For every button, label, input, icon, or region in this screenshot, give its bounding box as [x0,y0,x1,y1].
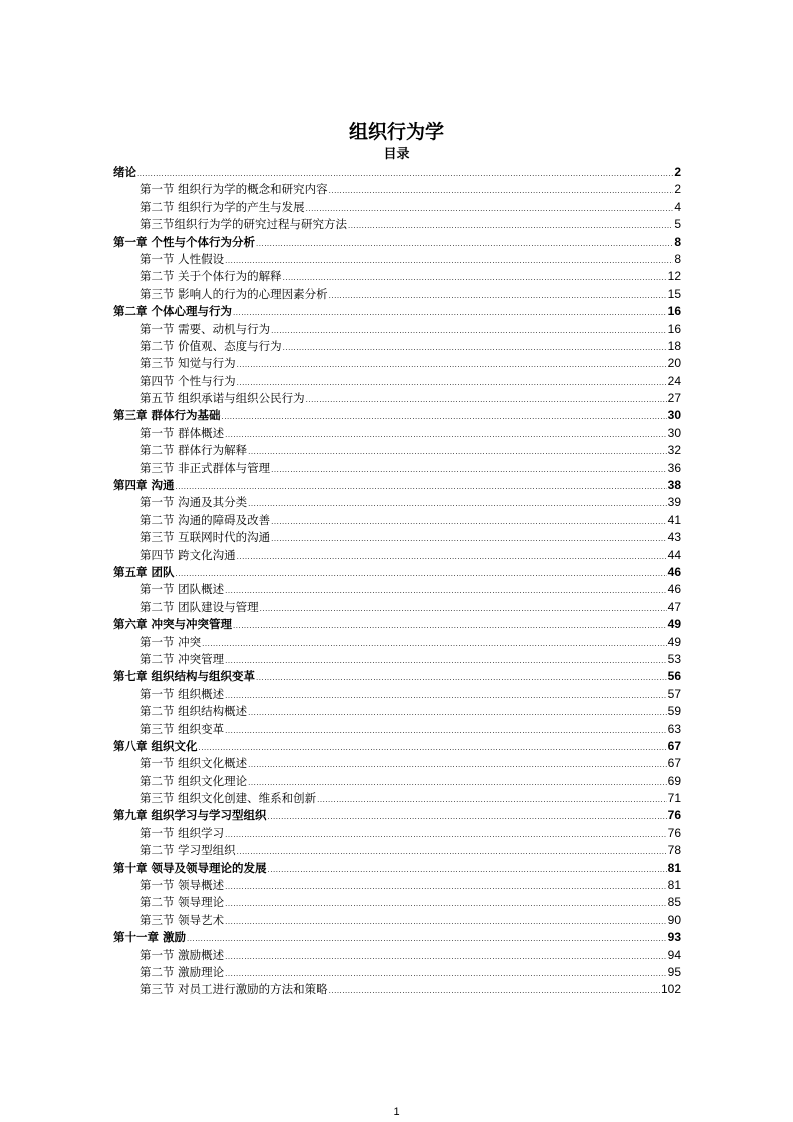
toc-entry-page: 85 [667,895,681,910]
dot-leader [256,670,667,687]
toc-entry-label: 第二节 群体行为解释 [140,443,248,458]
toc-section-entry[interactable] [113,599,681,616]
toc-entry-label: 绪论 [113,165,136,179]
dot-leader [306,392,667,409]
dot-leader [225,914,666,931]
toc-entry-page: 8 [674,251,681,266]
toc-entry-label: 第九章 组织学习与学习型组织 [113,808,267,823]
dot-leader [256,236,673,253]
dot-leader [317,792,666,809]
dot-leader [348,218,673,235]
toc-chapter-entry[interactable] [113,234,681,251]
toc-entry-page: 94 [667,947,681,962]
toc-entry-page: 90 [667,912,681,927]
toc-entry-label: 第一节 组织文化概述 [140,756,248,771]
toc-chapter-entry[interactable] [113,929,681,946]
toc-section-entry[interactable] [113,634,681,651]
toc-section-entry[interactable] [113,425,681,442]
dot-leader [225,949,666,966]
toc-section-entry[interactable] [113,721,681,738]
toc-entry-page: 16 [667,304,681,319]
toc-entry-page: 5 [674,217,681,232]
toc-entry-label: 第十章 领导及领导理论的发展 [113,860,267,875]
toc-entry-label: 第三节组织行为学的研究过程与研究方法 [140,217,347,232]
toc-entry-label: 第二节 组织文化理论 [140,773,248,788]
toc-section-entry[interactable] [113,460,681,477]
toc-entry-page: 32 [667,443,681,458]
toc-entry-page: 12 [667,269,681,284]
toc-section-entry[interactable] [113,512,681,529]
toc-entry-label: 第二节 价值观、态度与行为 [140,338,282,353]
toc-chapter-entry[interactable] [113,477,681,494]
toc-chapter-entry[interactable] [113,303,681,320]
toc-entry-label: 第四节 个性与行为 [140,373,236,388]
toc-chapter-entry[interactable] [113,668,681,685]
dot-leader [329,183,674,200]
toc-entry-page: 20 [667,356,681,371]
toc-entry-label: 第三节 领导艺术 [140,912,225,927]
toc-entry-label: 第一节 人性假设 [140,251,225,266]
toc-section-entry[interactable] [113,373,681,390]
toc-section-entry[interactable] [113,216,681,233]
dot-leader [248,705,666,722]
toc-entry-page: 49 [667,617,681,632]
toc-entry-page: 43 [667,530,681,545]
toc-chapter-entry[interactable] [113,616,681,633]
toc-entry-page: 2 [674,182,681,197]
toc-chapter-entry[interactable] [113,407,681,424]
toc-entry-page: 4 [674,199,681,214]
toc-entry-label: 第三节 影响人的行为的心理因素分析 [140,286,328,301]
dot-leader [199,740,667,757]
toc-section-entry[interactable] [113,529,681,546]
dot-leader [187,931,667,948]
toc-section-entry[interactable] [113,947,681,964]
toc-entry-label: 第三章 群体行为基础 [113,408,221,423]
toc-entry-label: 第三节 组织变革 [140,721,225,736]
dot-leader [237,844,667,861]
toc-entry-page: 30 [667,408,681,423]
toc-entry-label: 第一节 沟通及其分类 [140,495,248,510]
toc-entry-label: 第十一章 激励 [113,930,187,945]
toc-entry-label: 第一节 冲突 [140,634,202,649]
toc-section-entry[interactable] [113,842,681,859]
dot-leader [237,357,667,374]
dot-leader [233,618,667,635]
toc-section-entry[interactable] [113,703,681,720]
toc-entry-page: 76 [667,808,681,823]
toc-entry-label: 第四节 跨文化沟通 [140,547,236,562]
toc-entry-page: 8 [674,234,681,249]
toc-entry-label: 第一节 需要、动机与行为 [140,321,271,336]
dot-leader [329,983,660,1000]
dot-leader [176,479,667,496]
dot-leader [271,323,666,340]
dot-leader [176,566,667,583]
toc-entry-label: 第一节 群体概述 [140,425,225,440]
toc-entry-page: 46 [667,582,681,597]
toc-entry-page: 53 [667,651,681,666]
toc-entry-page: 76 [667,825,681,840]
dot-leader [225,653,666,670]
toc-entry-label: 第五节 组织承诺与组织公民行为 [140,391,305,406]
toc-entry-label: 第二节 组织结构概述 [140,704,248,719]
toc-entry-page: 46 [667,564,681,579]
toc-entry-label: 第二节 沟通的障碍及改善 [140,512,271,527]
toc-entry-page: 18 [667,338,681,353]
dot-leader [237,549,667,566]
dot-leader [271,531,666,548]
toc-section-entry[interactable] [113,442,681,459]
toc-entry-label: 第五章 团队 [113,564,175,579]
dot-leader [225,427,666,444]
toc-chapter-entry[interactable] [113,807,681,824]
toc-entry-page: 59 [667,704,681,719]
dot-leader [260,601,667,618]
dot-leader [225,896,666,913]
toc-chapter-entry[interactable] [113,564,681,581]
toc-section-entry[interactable] [113,825,681,842]
toc-entry-page: 41 [667,512,681,527]
toc-entry-page: 102 [660,982,681,997]
toc-entry-label: 第三节 组织文化创建、维系和创新 [140,791,317,806]
dot-leader [225,723,666,740]
dot-leader [233,305,667,322]
toc-section-entry[interactable] [113,355,681,372]
dot-leader [225,688,666,705]
toc-entry-page: 49 [667,634,681,649]
toc-entry-page: 16 [667,321,681,336]
toc-section-entry[interactable] [113,790,681,807]
dot-leader [202,636,666,653]
toc-entry-label: 第二节 冲突管理 [140,651,225,666]
page-number: 1 [393,1106,400,1118]
toc-entry-label: 第一节 领导概述 [140,878,225,893]
toc-entry-page: 67 [667,756,681,771]
toc-section-entry[interactable] [113,651,681,668]
toc-entry-label: 第一节 激励概述 [140,947,225,962]
toc-entry-label: 第八章 组织文化 [113,738,198,753]
toc-entry-page: 24 [667,373,681,388]
toc-chapter-entry[interactable] [113,738,681,755]
toc-entry-page: 2 [674,165,681,179]
toc-section-entry[interactable] [113,964,681,981]
dot-leader [248,496,666,513]
toc-entry-page: 15 [667,286,681,301]
toc-entry-label: 第三节 互联网时代的沟通 [140,530,271,545]
toc-entry-page: 56 [667,669,681,684]
toc-entry-page: 81 [667,878,681,893]
toc-section-entry[interactable] [113,390,681,407]
toc-section-entry[interactable] [113,494,681,511]
toc-entry-label: 第二节 团队建设与管理 [140,599,259,614]
toc-section-entry[interactable] [113,686,681,703]
dot-leader [225,879,666,896]
toc-entry-label: 第一节 组织行为学的概念和研究内容 [140,182,328,197]
toc-entry-label: 第三节 非正式群体与管理 [140,460,271,475]
toc-section-entry[interactable] [113,251,681,268]
toc-entry-page: 67 [667,738,681,753]
toc-entry-label: 第二节 激励理论 [140,964,225,979]
toc-entry-label: 第七章 组织结构与组织变革 [113,669,256,684]
toc-entry-label: 第四章 沟通 [113,478,175,493]
dot-leader [271,462,666,479]
toc-entry-page: 81 [667,860,681,875]
toc-entry-page: 57 [667,686,681,701]
toc-entry-page: 95 [667,964,681,979]
toc-section-entry[interactable] [113,286,681,303]
toc-entry-label: 第三节 对员工进行激励的方法和策略 [140,982,328,997]
toc-entry-label: 第一节 组织概述 [140,686,225,701]
toc-entry-label: 第一章 个性与个体行为分析 [113,234,256,249]
table-of-contents [113,164,681,999]
toc-entry-page: 44 [667,547,681,562]
toc-entry-page: 47 [667,599,681,614]
toc-entry-label: 第二章 个体心理与行为 [113,304,233,319]
toc-section-entry[interactable] [113,547,681,564]
dot-leader [283,340,667,357]
toc-entry-label: 第一节 组织学习 [140,825,225,840]
dot-leader [268,862,667,879]
toc-entry-page: 71 [667,791,681,806]
document-title: 组织行为学 [348,121,444,143]
toc-entry-page: 93 [667,930,681,945]
toc-entry-label: 第六章 冲突与冲突管理 [113,617,233,632]
toc-entry-page: 27 [667,391,681,406]
toc-entry-label: 第二节 组织行为学的产生与发展 [140,199,305,214]
toc-entry-label: 第二节 领导理论 [140,895,225,910]
dot-leader [283,270,667,287]
toc-heading: 目录 [383,147,410,162]
toc-section-entry[interactable] [113,773,681,790]
toc-section-entry[interactable] [113,181,681,198]
toc-section-entry[interactable] [113,338,681,355]
toc-chapter-entry[interactable] [113,860,681,877]
dot-leader [306,201,674,218]
toc-entry-label: 第三节 知觉与行为 [140,356,236,371]
toc-section-entry[interactable] [113,981,681,998]
toc-section-entry[interactable] [113,877,681,894]
dot-leader [248,444,666,461]
toc-section-entry[interactable] [113,581,681,598]
toc-section-entry[interactable] [113,912,681,929]
dot-leader [329,288,667,305]
dot-leader [225,827,666,844]
toc-chapter-entry[interactable] [113,164,681,181]
toc-section-entry[interactable] [113,268,681,285]
toc-entry-page: 63 [667,721,681,736]
toc-entry-page: 69 [667,773,681,788]
toc-entry-label: 第二节 学习型组织 [140,843,236,858]
toc-entry-label: 第一节 团队概述 [140,582,225,597]
toc-entry-page: 36 [667,460,681,475]
toc-entry-page: 78 [667,843,681,858]
toc-entry-page: 30 [667,425,681,440]
dot-leader [225,583,666,600]
toc-entry-page: 39 [667,495,681,510]
toc-section-entry[interactable] [113,199,681,216]
toc-section-entry[interactable] [113,321,681,338]
toc-section-entry[interactable] [113,755,681,772]
dot-leader [248,757,666,774]
toc-entry-page: 38 [667,478,681,493]
dot-leader [222,409,667,426]
toc-entry-label: 第二节 关于个体行为的解释 [140,269,282,284]
dot-leader [271,514,666,531]
toc-section-entry[interactable] [113,894,681,911]
dot-leader [268,809,667,826]
dot-leader [225,253,673,270]
